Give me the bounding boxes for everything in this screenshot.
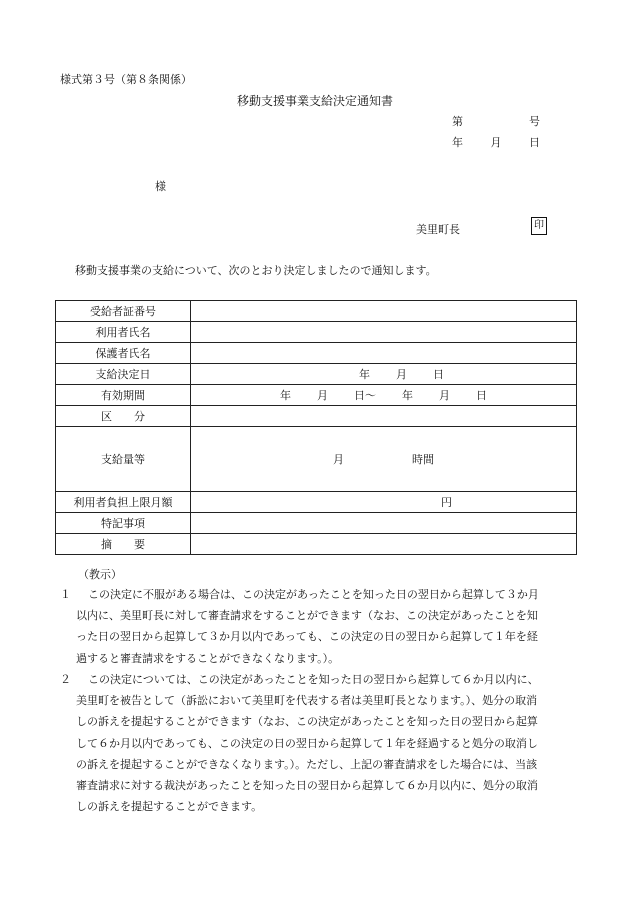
amount-hours: 時間 — [412, 453, 434, 466]
table-row — [56, 427, 577, 492]
burden-cap-value — [191, 492, 577, 513]
table-row — [56, 534, 577, 555]
summary-value — [191, 534, 577, 555]
valid-to-day: 日 — [476, 389, 487, 402]
row-label-category: 区 分 — [56, 406, 191, 427]
table-row — [56, 364, 577, 385]
form-label: 様式第３号（第８条関係） — [60, 73, 192, 86]
table-row — [56, 513, 577, 534]
note-line: しの訴えを提起することができます。 — [76, 800, 263, 814]
amount-value — [191, 427, 577, 492]
table-row — [56, 492, 577, 513]
row-label-burden-cap: 利用者負担上限月額 — [56, 492, 191, 513]
recipient-cert-value — [191, 301, 577, 322]
valid-from-year: 年 — [280, 389, 291, 402]
valid-from-day: 日～ — [354, 389, 376, 402]
note-line: しの訴えを提起することができます（なお、この決定があったことを知った日の翌日から起算 — [76, 715, 538, 729]
note-line: 審査請求に対する裁決があったことを知った日の翌日から起算して６か月以内に、処分の取消 — [76, 779, 538, 793]
issuer-name: 美里町長 — [416, 223, 460, 236]
user-name-value — [191, 322, 577, 343]
special-notes-value — [191, 513, 577, 534]
table-row — [56, 406, 577, 427]
note-item-1 — [60, 584, 578, 669]
addressee: 様 — [155, 180, 166, 193]
guardian-name-value — [191, 343, 577, 364]
note-line: 過すると審査請求をすることができなくなります。）。 — [76, 651, 340, 665]
number-suffix: 号 — [529, 115, 540, 128]
burden-cap-yen: 円 — [441, 496, 452, 509]
decision-date-year: 年 — [359, 368, 370, 381]
note-number: １ — [60, 588, 71, 601]
amount-month: 月 — [333, 453, 344, 466]
table-row — [56, 301, 577, 322]
row-label-special-notes: 特記事項 — [56, 513, 191, 534]
note-item-2 — [60, 669, 578, 817]
valid-to-month: 月 — [439, 389, 450, 402]
decision-date-month: 月 — [396, 368, 407, 381]
decision-date-day: 日 — [433, 368, 444, 381]
issue-date — [452, 134, 540, 150]
note-line: った日の翌日から起算して３か月以内であっても、この決定の日の翌日から起算して１年を経 — [76, 630, 538, 644]
intro-text: 移動支援事業の支給について、次のとおり決定しましたので通知します。 — [75, 264, 437, 277]
decision-date-value — [191, 364, 577, 385]
issue-date-day: 日 — [529, 136, 540, 149]
valid-period-value — [191, 385, 577, 406]
decision-table — [55, 300, 577, 555]
row-label-decision-date: 支給決定日 — [56, 364, 191, 385]
row-label-valid-period: 有効期間 — [56, 385, 191, 406]
note-line: して６か月以内であっても、この決定の日の翌日から起算して１年を経過すると処分の取消し — [76, 736, 538, 750]
valid-to-year: 年 — [402, 389, 413, 402]
document-number — [452, 113, 540, 129]
issue-date-year: 年 — [452, 136, 463, 149]
note-line: 美里町を被告として（訴訟において美里町を代表する者は美里町長となります。）、処分の取消 — [76, 694, 538, 708]
category-value — [191, 406, 577, 427]
notes-heading: （教示） — [78, 568, 122, 581]
row-label-amount: 支給量等 — [56, 427, 191, 492]
row-label-user-name: 利用者氏名 — [56, 322, 191, 343]
note-line: 以内に、美里町長に対して審査請求をすることができます（なお、この決定があったことを知 — [76, 609, 538, 623]
note-line: の訴えを提起することができなくなります。）。ただし、上記の審査請求をした場合には、当該 — [76, 757, 538, 771]
row-label-recipient-cert: 受給者証番号 — [56, 301, 191, 322]
table-row — [56, 322, 577, 343]
issue-date-month: 月 — [490, 136, 502, 149]
row-label-summary: 摘 要 — [56, 534, 191, 555]
seal-mark: 印 — [531, 217, 547, 235]
valid-from-month: 月 — [317, 389, 328, 402]
document-title: 移動支援事業支給決定通知書 — [236, 94, 393, 108]
table-row — [56, 343, 577, 364]
note-number: ２ — [60, 673, 71, 686]
number-prefix: 第 — [452, 115, 463, 128]
row-label-guardian-name: 保護者氏名 — [56, 343, 191, 364]
table-row — [56, 385, 577, 406]
note-line: この決定に不服がある場合は、この決定があったことを知った日の翌日から起算して３か月 — [88, 588, 539, 601]
note-line: この決定については、この決定があったことを知った日の翌日から起算して６か月以内に、 — [88, 673, 539, 686]
